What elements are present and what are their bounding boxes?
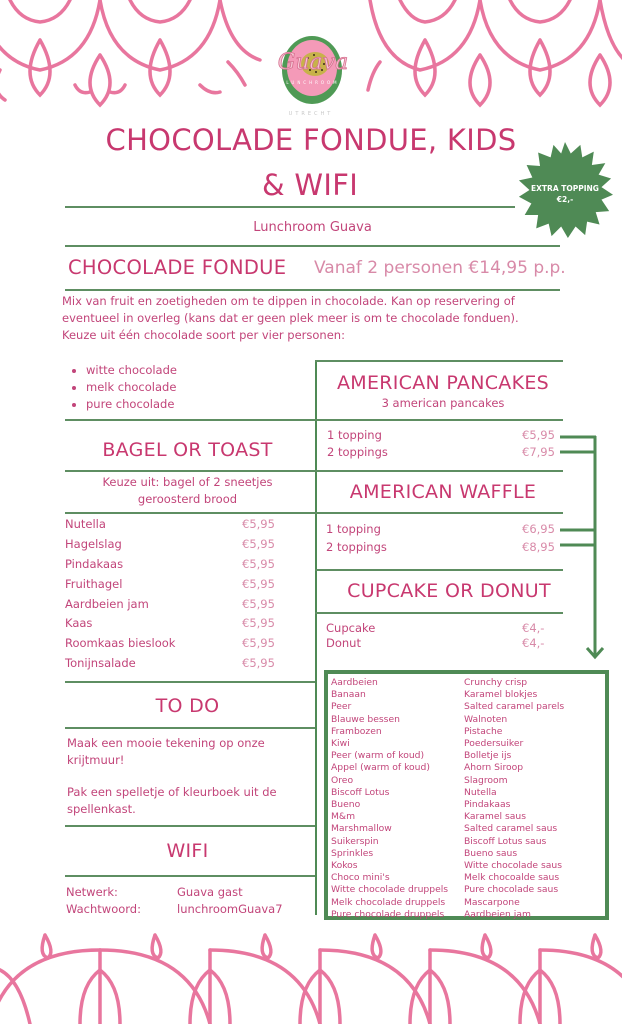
topping-item: Pistache	[464, 725, 503, 737]
topping-item: Pure chocolade saus	[464, 884, 559, 896]
donut-item: Donut €4,-	[326, 636, 545, 650]
todo-item: Maak een mooie tekening op onze krijtmuur!	[67, 736, 265, 767]
fondue-description: Mix van fruit en zoetigheden om te dippen in chocolade. Kan op reservering of eventueel in overleg (kans dat er geen plek meer is om te chocolade fonduen). Keuze uit één chocolade soort per vier personen:	[62, 294, 519, 342]
topping-item: M&m	[331, 811, 356, 823]
topping-item: Bueno	[331, 799, 361, 811]
topping-item: Pure chocolade druppels	[331, 908, 445, 920]
logo-tagline: UTRECHT	[288, 111, 334, 117]
divider	[315, 612, 563, 614]
arrow-down-icon	[560, 430, 610, 665]
divider	[65, 681, 315, 683]
menu-item-aardbeien-jam: Aardbeien jam €5,95	[65, 597, 275, 611]
topping-item: Karamel blokjes	[464, 689, 538, 701]
toppings-list-box	[324, 670, 609, 920]
topping-item: Poedersuiker	[464, 738, 524, 750]
wifi-title: WIFI	[166, 840, 209, 862]
menu-item-nutella: Nutella €5,95	[65, 517, 275, 531]
toppings-column-2	[464, 677, 564, 921]
waffle-1-topping: 1 topping €6,95	[326, 522, 555, 536]
divider	[315, 512, 563, 514]
menu-item-kaas: Kaas €5,95	[65, 616, 275, 630]
topping-item: Appel (warm of koud)	[331, 762, 430, 774]
chocolate-option: • witte chocolade	[86, 362, 177, 379]
divider	[65, 875, 315, 877]
topping-item: Karamel saus	[464, 811, 527, 823]
menu-item-roomkaas-bieslook: Roomkaas bieslook €5,95	[65, 636, 275, 650]
badge-price: €2,-	[556, 195, 574, 204]
mandala-border-bottom-icon	[0, 930, 622, 1024]
restaurant-name: Lunchroom Guava	[253, 220, 372, 235]
menu-item-fruithagel: Fruithagel €5,95	[65, 577, 275, 591]
menu-item-pindakaas: Pindakaas €5,95	[65, 557, 275, 571]
wifi-network: Netwerk: Guava gast	[66, 885, 243, 899]
divider	[65, 206, 515, 208]
topping-item: Peer (warm of koud)	[331, 750, 425, 762]
bagel-subtitle: Keuze uit: bagel of 2 sneetjes geroosterd brood	[102, 475, 273, 506]
bagel-title: BAGEL OR TOAST	[102, 439, 273, 461]
divider	[65, 245, 560, 247]
pancakes-subtitle: 3 american pancakes	[381, 396, 505, 410]
divider	[65, 512, 315, 514]
topping-item: Sprinkles	[331, 847, 374, 859]
waffle-title: AMERICAN WAFFLE	[349, 481, 537, 503]
topping-item: Oreo	[331, 774, 354, 786]
divider	[315, 419, 563, 421]
chocolate-options	[68, 362, 177, 413]
waffle-2-toppings: 2 toppings €8,95	[326, 540, 555, 554]
topping-item: Biscoff Lotus saus	[464, 835, 547, 847]
divider	[315, 470, 563, 472]
topping-item: Kokos	[331, 860, 358, 872]
todo-item: Pak een spelletje of kleurboek uit de spellenkast.	[67, 785, 277, 816]
topping-item: Banaan	[331, 689, 366, 701]
fondue-price: Vanaf 2 personen €14,95 p.p.	[314, 258, 566, 278]
topping-item: Witte chocolade saus	[464, 860, 562, 872]
cupcake-item: Cupcake €4,-	[326, 621, 545, 635]
topping-item: Pindakaas	[464, 799, 511, 811]
topping-item: Peer	[331, 701, 352, 713]
logo-subtitle: LUNCHROOM	[286, 80, 340, 85]
badge-label: EXTRA TOPPING	[531, 184, 599, 193]
topping-item: Aardbeien jam	[464, 908, 531, 920]
page-title-line1: CHOCOLADE FONDUE, KIDS	[105, 123, 517, 157]
topping-item: Choco mini's	[331, 872, 390, 884]
topping-item: Slagroom	[464, 774, 508, 786]
topping-item: Mascarpone	[464, 896, 520, 908]
pancakes-title: AMERICAN PANCAKES	[336, 372, 550, 394]
topping-item: Blauwe bessen	[331, 713, 400, 725]
topping-item: Marshmallow	[331, 823, 392, 835]
divider	[65, 419, 315, 421]
topping-item: Kiwi	[331, 738, 350, 750]
menu-item-hagelslag: Hagelslag €5,95	[65, 537, 275, 551]
todo-title: TO DO	[155, 695, 220, 717]
column-divider	[315, 360, 317, 915]
cupcake-title: CUPCAKE OR DONUT	[347, 580, 551, 602]
menu-item-tonijnsalade: Tonijnsalade €5,95	[65, 656, 275, 670]
divider	[65, 470, 315, 472]
topping-item: Suikerspin	[331, 835, 379, 847]
topping-item: Witte chocolade druppels	[331, 884, 449, 896]
topping-item: Ahorn Siroop	[464, 762, 524, 774]
topping-item: Bueno saus	[464, 847, 518, 859]
topping-item: Salted caramel saus	[464, 823, 558, 835]
topping-item: Melk chocoalde saus	[464, 872, 560, 884]
pancakes-2-toppings: 2 toppings €7,95	[327, 445, 555, 459]
fondue-title: CHOCOLADE FONDUE	[68, 256, 287, 279]
pancakes-1-topping: 1 topping €5,95	[327, 428, 555, 442]
topping-item: Walnoten	[464, 713, 508, 725]
toppings-column-1	[331, 677, 448, 921]
page-title-line2: & WIFI	[261, 168, 359, 202]
topping-item: Frambozen	[331, 725, 382, 737]
topping-item: Biscoff Lotus	[331, 786, 390, 798]
topping-item: Bolletje ijs	[464, 750, 512, 762]
wifi-password: Wachtwoord: lunchroomGuava7	[66, 902, 283, 916]
divider	[65, 289, 560, 291]
divider	[315, 360, 563, 362]
chocolate-option: • pure chocolade	[86, 396, 177, 413]
topping-item: Crunchy crisp	[464, 677, 528, 688]
topping-item: Nutella	[464, 786, 497, 798]
logo-text: Guava	[277, 50, 349, 75]
extra-topping-badge	[514, 183, 616, 205]
divider	[65, 825, 315, 827]
divider	[65, 727, 315, 729]
divider	[315, 569, 563, 571]
topping-item: Salted caramel parels	[464, 701, 565, 713]
topping-item: Melk chocolade druppels	[331, 896, 446, 908]
chocolate-option: • melk chocolade	[86, 379, 177, 396]
topping-item: Aardbeien	[331, 677, 378, 688]
